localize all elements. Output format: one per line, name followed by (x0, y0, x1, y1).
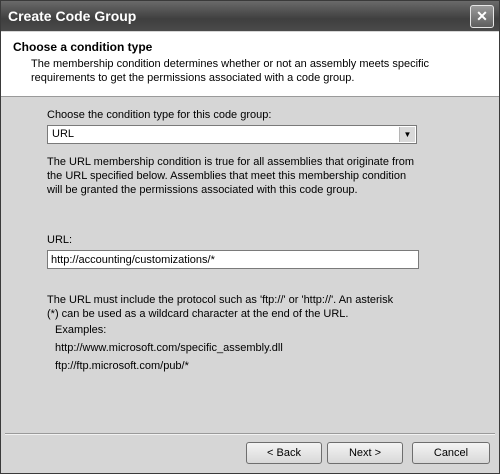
title-bar (1, 1, 499, 31)
page-description (31, 57, 471, 85)
page-title: Choose a condition type (13, 40, 153, 54)
close-button[interactable] (470, 5, 494, 28)
close-icon: ✕ (476, 8, 488, 24)
url-note (47, 293, 467, 321)
window-title: Create Code Group (8, 8, 137, 24)
url-input[interactable] (47, 250, 419, 269)
url-note-line1: The URL must include the protocol such as 'ftp://' or 'http://'. An asterisk (47, 294, 394, 306)
chevron-down-icon[interactable]: ▼ (399, 127, 415, 142)
page-description-line2: requirements to get the permissions associated with a code group. (31, 72, 355, 84)
example-ftp: ftp://ftp.microsoft.com/pub/* (55, 360, 189, 372)
wizard-body (1, 97, 499, 433)
wizard-header (1, 32, 499, 97)
next-button[interactable]: Next > (327, 442, 403, 464)
url-label: URL: (47, 234, 73, 246)
cancel-button[interactable]: Cancel (412, 442, 490, 464)
url-note-line2: (*) can be used as a wildcard character at the end of the URL. (47, 308, 349, 320)
page-description-line1: The membership condition determines whether or not an assembly meets specific (31, 58, 430, 70)
footer-divider (5, 433, 495, 435)
condition-info (47, 155, 467, 197)
examples-label: Examples: (55, 324, 107, 336)
condition-info-line1: The URL membership condition is true for all assemblies that originate from (47, 156, 415, 168)
condition-type-select[interactable] (47, 125, 417, 144)
example-http: http://www.microsoft.com/specific_assembly.dll (55, 342, 283, 354)
condition-info-line3: will be granted the permissions associated with this code group. (47, 184, 358, 196)
condition-info-line2: the URL specified below. Assemblies that meet this membership condition (47, 170, 407, 182)
condition-type-value: URL (52, 128, 75, 140)
back-button[interactable]: < Back (246, 442, 322, 464)
condition-type-label: Choose the condition type for this code group: (47, 109, 272, 121)
